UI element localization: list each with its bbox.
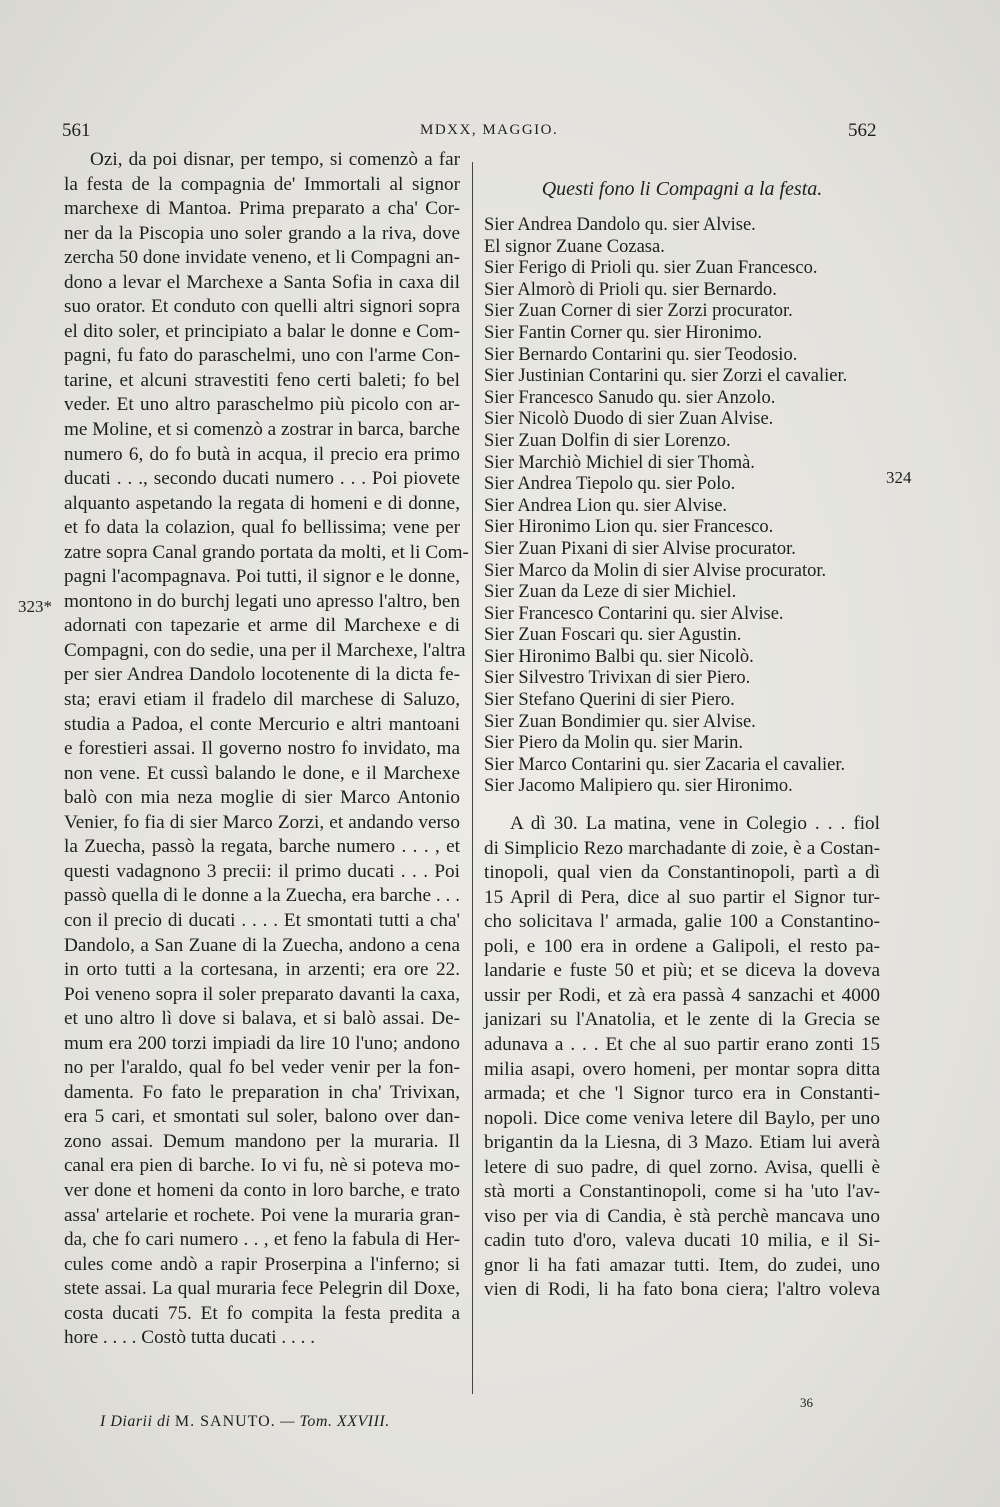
text-line: stete assai. La qual muraria fece Pelegrin dil Doxe,: [64, 1278, 460, 1300]
footer-dash: —: [280, 1413, 295, 1430]
text-line: balò con mia neza moglie di sier Marco Antonio: [64, 787, 460, 809]
text-line: la Zuecha, passò la regata, barche numero . . . , et: [64, 836, 460, 858]
list-item: Sier Nicolò Duodo di sier Zuan Alvise.: [484, 409, 774, 430]
text-line: adornati con tapezarie et arme dil Marchexe e di: [64, 615, 460, 637]
text-line: la festa de la compagnia de' Immortali al signor: [64, 173, 460, 195]
margin-note-right: 324: [886, 468, 912, 487]
text-line: viso per via di Candia, è stà perchè mancava uno: [484, 1205, 880, 1227]
page-header: [0, 120, 1000, 150]
list-item: Sier Zuan da Leze di sier Michiel.: [484, 582, 737, 603]
text-line: el dito soler, et principiato a balar le donne e Com-: [64, 320, 460, 342]
list-item: Sier Fantin Corner qu. sier Hironimo.: [484, 322, 762, 343]
list-item: El signor Zuane Cozasa.: [484, 236, 665, 257]
text-line: suo orator. Et conduto con quelli altri signori sopra: [64, 296, 460, 318]
text-line: marchexe di Mantoa. Prima preparato a cha' Cor-: [64, 198, 460, 220]
text-line: ducati . . ., secondo ducati numero . . . Poi piovete: [64, 468, 460, 490]
list-item: Sier Hironimo Lion qu. sier Francesco.: [484, 517, 774, 538]
text-line: non vene. Et cussì balando le done, e il Marchexe: [64, 762, 460, 784]
text-line: ussir per Rodi, et zà era passà 4 sanzachi et 4000: [484, 984, 880, 1006]
list-item: Sier Andrea Tiepolo qu. sier Polo.: [484, 474, 736, 495]
list-item: Sier Jacomo Malipiero qu. sier Hironimo.: [484, 776, 793, 797]
text-line: ver done et homeni da conto in loro barche, e trato: [64, 1179, 460, 1201]
text-line: costa ducati 75. Et fo compita la festa predita a: [64, 1302, 460, 1324]
footer-author: M. SANUTO.: [174, 1413, 276, 1430]
text-line: stà morti a Constantinopoli, come si ha 'uto l'av-: [484, 1181, 880, 1203]
text-line: dono a levar el Marchexe a Santa Sofia in caxa dil: [64, 271, 460, 293]
list-item: Sier Francesco Contarini qu. sier Alvise.: [484, 603, 784, 624]
text-line: vien di Rodi, li ha fato bona ciera; l'altro voleva: [484, 1279, 880, 1301]
text-line: zercha 50 done invidate veneno, et li Compagni an-: [64, 247, 460, 269]
list-item: Sier Stefano Querini di sier Piero.: [484, 690, 735, 711]
text-line: armada; et che 'l Signor turco era in Constanti-: [484, 1083, 880, 1105]
text-line: Compagni, con do sedie, una per il Marchexe, l'altra: [64, 639, 466, 661]
text-line: con il precio di ducati . . . . Et smontati tutti a cha': [64, 909, 460, 931]
footer-italic-title: I Diarii di: [100, 1413, 171, 1430]
text-line: numero 6, do fo butà in acqua, il precio era primo: [64, 443, 460, 465]
list-item: Sier Francesco Sanudo qu. sier Anzolo.: [484, 387, 776, 408]
text-line: pagni l'acompagnava. Poi tutti, il signor e le donne,: [64, 566, 460, 588]
text-line: questi vadagnono 3 precii: il primo ducati . . . Poi: [64, 860, 460, 882]
list-item: Sier Justinian Contarini qu. sier Zorzi el cavalier.: [484, 366, 848, 387]
text-line: ner da la Piscopia uno soler grando a la riva, dove: [64, 222, 460, 244]
footer-tome: Tom. XXVIII.: [299, 1413, 390, 1430]
text-line: tarine, et alcuni stravestiti feno certi baleti; fo bel: [64, 369, 460, 391]
text-line: e forestieri assai. Il governo nostro fo invidato, ma: [64, 738, 460, 760]
text-line: janizari su l'Anatolia, et le zente di la Grecia se: [484, 1009, 880, 1031]
text-line: Dandolo, a San Zuane di la Zuecha, andono a cena: [64, 934, 460, 956]
text-line: cules come andò a rapir Proserpina a l'inferno; si: [64, 1253, 460, 1275]
text-line: no per l'araldo, qual fo bel veder venir per la fon-: [64, 1057, 460, 1079]
right-paragraph: [484, 812, 880, 1303]
list-item: Sier Bernardo Contarini qu. sier Teodosio.: [484, 344, 798, 365]
text-line: letere di suo padre, di quel zorno. Avisa, quelli è: [484, 1156, 880, 1178]
list-item: Sier Marchiò Michiel di sier Thomà.: [484, 452, 755, 473]
text-line: et uno altro lì dove si balava, et si balò assai. De-: [64, 1008, 460, 1030]
list-item: Sier Zuan Pixani di sier Alvise procurator.: [484, 538, 796, 559]
text-line: landarie e fuste 50 et più; et se diceva la doveva: [484, 960, 880, 982]
text-line: milia asapi, overo homeni, per montar sopra ditta: [484, 1058, 880, 1080]
list-item: Sier Silvestro Trivixan di sier Piero.: [484, 668, 751, 689]
text-line: Ozi, da poi disnar, per tempo, si comenzò a far: [90, 149, 460, 170]
footer-signature-line: [100, 1413, 390, 1431]
text-line: adunava a . . . Et che al suo partir erano zonti 15: [484, 1033, 880, 1055]
text-line: poli, e 100 era in ordene a Galipoli, el resto pa-: [484, 935, 880, 957]
text-line: damenta. Fo fato le preparation in cha' Trivixan,: [64, 1081, 460, 1103]
text-line: zatre sopra Canal grando portata da molti, et li Com-: [64, 541, 469, 563]
list-item: Sier Piero da Molin qu. sier Marin.: [484, 733, 743, 754]
left-column: [64, 148, 469, 1351]
list-item: Sier Zuan Bondimier qu. sier Alvise.: [484, 711, 756, 732]
list-item: Sier Andrea Dandolo qu. sier Alvise.: [484, 215, 756, 235]
text-line: montono in do burchj legati uno apresso l'altro, ben: [64, 590, 460, 612]
list-item: Sier Zuan Foscari qu. sier Agustin.: [484, 625, 742, 646]
left-page-number: 561: [62, 120, 91, 141]
text-line: nopoli. Dice come veniva letere dil Baylo, per uno: [484, 1107, 880, 1129]
text-line: Venier, fo fia di sier Marco Zorzi, et andando verso: [64, 811, 460, 833]
text-line: da, che fo cari numero . . , et feno la fabula di Her-: [64, 1229, 460, 1251]
column-divider: [472, 162, 473, 1394]
text-line: mum era 200 torzi impiadi da lire 10 l'uno; andono: [64, 1032, 460, 1054]
text-line: et fo data la colazion, qual fo bellissima; vene per: [64, 517, 460, 539]
text-line: assa' artelarie et rochete. Poi vene la muraria gran-: [64, 1204, 460, 1226]
text-line: sta; eravi etiam il fradelo dil marchese di Saluzo,: [64, 689, 460, 711]
text-line: pagni, fu fato do paraschelmi, uno con l'arme Con-: [64, 345, 460, 367]
text-line: veder. Et uno altro paraschelmo più picolo con ar-: [64, 394, 460, 416]
list-item: Sier Almorò di Prioli qu. sier Bernardo.: [484, 279, 777, 300]
list-item: Sier Zuan Corner di sier Zorzi procurator.: [484, 301, 793, 322]
right-page-number: 562: [848, 120, 877, 141]
text-line: per sier Andrea Dandolo locotenente di la dicta fe-: [64, 664, 460, 686]
text-line: in orto tutti a la cortesana, in arzenti; era ore 22.: [64, 959, 460, 981]
text-line: studia a Padoa, el conte Mercurio e altri mantoani: [64, 713, 460, 735]
text-line: hore . . . . Costò tutta ducati . . . .: [64, 1327, 316, 1349]
text-line: tinopoli, qual vien da Constantinopoli, partì a dì: [484, 862, 880, 884]
text-line: A dì 30. La matina, vene in Colegio . . . fiol: [510, 813, 880, 835]
text-line: cadin tuto d'oro, valeva ducati 10 milia, e il Si-: [484, 1230, 880, 1252]
text-line: passò quella di le donne a la Zuecha, era barche . . .: [64, 885, 460, 907]
signature-mark: 36: [800, 1395, 813, 1410]
text-line: alquanto aspetando la regata di homeni e di donne,: [64, 492, 460, 514]
companions-heading: Questi fono li Compagni a la festa.: [541, 178, 823, 200]
text-line: 15 April di Pera, dice al suo partir el Signor tur-: [484, 886, 880, 908]
list-item: Sier Marco da Molin di sier Alvise procurator.: [484, 560, 827, 581]
list-item: Sier Marco Contarini qu. sier Zacaria el cavalier.: [484, 754, 846, 775]
text-line: Poi veneno sopra il soler preparato davanti la caxa,: [64, 983, 460, 1005]
text-line: gnor li ha fati amazar tutti. Item, do zudei, uno: [484, 1254, 880, 1276]
margin-note-left: 323*: [18, 597, 52, 616]
text-line: zono assai. Demum mandono per la muraria. Il: [64, 1130, 460, 1152]
text-line: brigantin da la Liesna, di 3 Mazo. Etiam lui averà: [484, 1132, 880, 1154]
text-line: me Moline, et si comenzò a zostrar in barca, barche: [64, 419, 460, 441]
text-line: di Simplicio Rezo marchadante di zoie, è a Costan-: [484, 837, 880, 859]
list-item: Sier Hironimo Balbi qu. sier Nicolò.: [484, 646, 754, 667]
list-item: Sier Ferigo di Prioli qu. sier Zuan Francesco.: [484, 258, 818, 279]
text-line: era 5 cari, et smontati sul soler, balono over dan-: [64, 1106, 460, 1128]
text-line: cho solicitava l' armada, galie 100 a Constantino-: [484, 911, 880, 933]
right-column: [484, 177, 880, 1303]
text-line: canal era pien di barche. Io vi fu, nè si poteva mo-: [64, 1155, 460, 1177]
list-item: Sier Andrea Lion qu. sier Alvise.: [484, 495, 728, 516]
list-item: Sier Zuan Dolfin di sier Lorenzo.: [484, 430, 731, 451]
running-title: MDXX, MAGGIO.: [420, 122, 559, 138]
companions-list: [484, 215, 880, 798]
